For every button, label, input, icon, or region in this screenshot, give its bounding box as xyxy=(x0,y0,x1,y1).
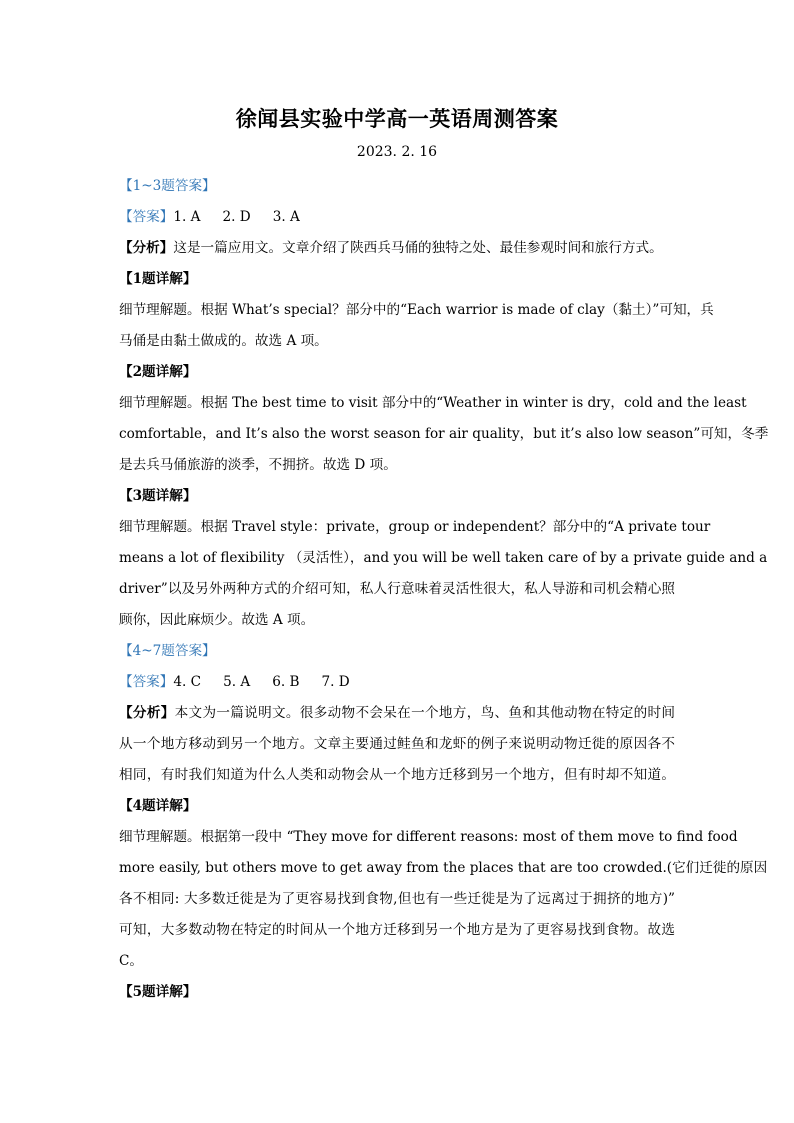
answer-line-1-3 xyxy=(119,202,675,233)
answer-line-4-7 xyxy=(119,667,675,698)
question-4-text: more easily, but others move to get away from the places that are too crowded.(它们迁徙的原因 xyxy=(119,860,768,876)
question-4-heading: 【4题详解】 xyxy=(119,798,197,814)
question-3-text: means a lot of flexibility （灵活性），and you will be well taken care of by a private guide and a xyxy=(119,550,768,566)
question-2-text: 是去兵马俑旅游的淡季，不拥挤。故选 D 项。 xyxy=(119,457,397,473)
question-4-text: 细节理解题。根据第一段中 “They move for different reasons: most of them move to find food xyxy=(119,829,738,845)
answer-5: 5. A xyxy=(223,674,251,690)
question-2-text: comfortable，and It’s also the worst season for air quality，but it’s also low season”可知，冬季 xyxy=(119,426,769,442)
section-heading-1-3: 【1~3题答案】 xyxy=(119,178,216,194)
answer-label: 【答案】 xyxy=(119,674,174,690)
question-2-heading: 【2题详解】 xyxy=(119,364,197,380)
analysis-line-1-3 xyxy=(119,233,675,264)
analysis-label: 【分析】 xyxy=(119,240,174,256)
answer-6: 6. B xyxy=(272,674,300,690)
question-4-text: C。 xyxy=(119,953,143,969)
analysis-text: 相同，有时我们知道为什么人类和动物会从一个地方迁移到另一个地方，但有时却不知道。 xyxy=(119,767,675,783)
question-5-heading: 【5题详解】 xyxy=(119,984,197,1000)
section-heading-4-7: 【4~7题答案】 xyxy=(119,643,216,659)
question-1-text: 马俑是由黏土做成的。故选 A 项。 xyxy=(119,333,328,349)
document-date: 2023. 2. 16 xyxy=(356,144,438,160)
analysis-line-4-7 xyxy=(119,698,675,729)
analysis-text: 本文为一篇说明文。很多动物不会呆在一个地方，鸟、鱼和其他动物在特定的时间 xyxy=(174,705,676,721)
analysis-label: 【分析】 xyxy=(119,705,175,721)
question-2-text: 细节理解题。根据 The best time to visit 部分中的“Weather in winter is dry，cold and the least xyxy=(119,395,747,411)
question-1-heading: 【1题详解】 xyxy=(119,271,197,287)
question-3-text: driver”以及另外两种方式的介绍可知，私人行意味着灵活性很大，私人导游和司机会精心照 xyxy=(119,581,675,597)
answer-label: 【答案】 xyxy=(119,209,174,225)
question-1-text: 细节理解题。根据 What’s special？部分中的“Each warrior is made of clay（黏土）”可知，兵 xyxy=(119,302,714,318)
question-3-heading: 【3题详解】 xyxy=(119,488,197,504)
question-4-text: 可知，大多数动物在特定的时间从一个地方迁移到另一个地方是为了更容易找到食物。故选 xyxy=(119,922,675,938)
question-3-text: 顾你，因此麻烦少。故选 A 项。 xyxy=(119,612,315,628)
answer-2: 2. D xyxy=(222,209,251,225)
answer-4: 4. C xyxy=(173,674,202,690)
document-body xyxy=(119,171,769,1008)
answer-1: 1. A xyxy=(173,209,201,225)
analysis-text: 从一个地方移动到另一个地方。文章主要通过鲑鱼和龙虾的例子来说明动物迁徙的原因各不 xyxy=(119,736,675,752)
analysis-text: 这是一篇应用文。文章介绍了陕西兵马俑的独特之处、最佳参观时间和旅行方式。 xyxy=(173,240,663,256)
document-title: 徐闻县实验中学高一英语周测答案 xyxy=(235,106,559,131)
answer-7: 7. D xyxy=(321,674,350,690)
question-4-text: 各不相同: 大多数迁徙是为了更容易找到食物,但也有一些迁徙是为了远离过于拥挤的地方)” xyxy=(119,891,675,907)
answer-3: 3. A xyxy=(272,209,300,225)
question-3-text: 细节理解题。根据 Travel style：private，group or independent？部分中的“A private tour xyxy=(119,519,711,535)
